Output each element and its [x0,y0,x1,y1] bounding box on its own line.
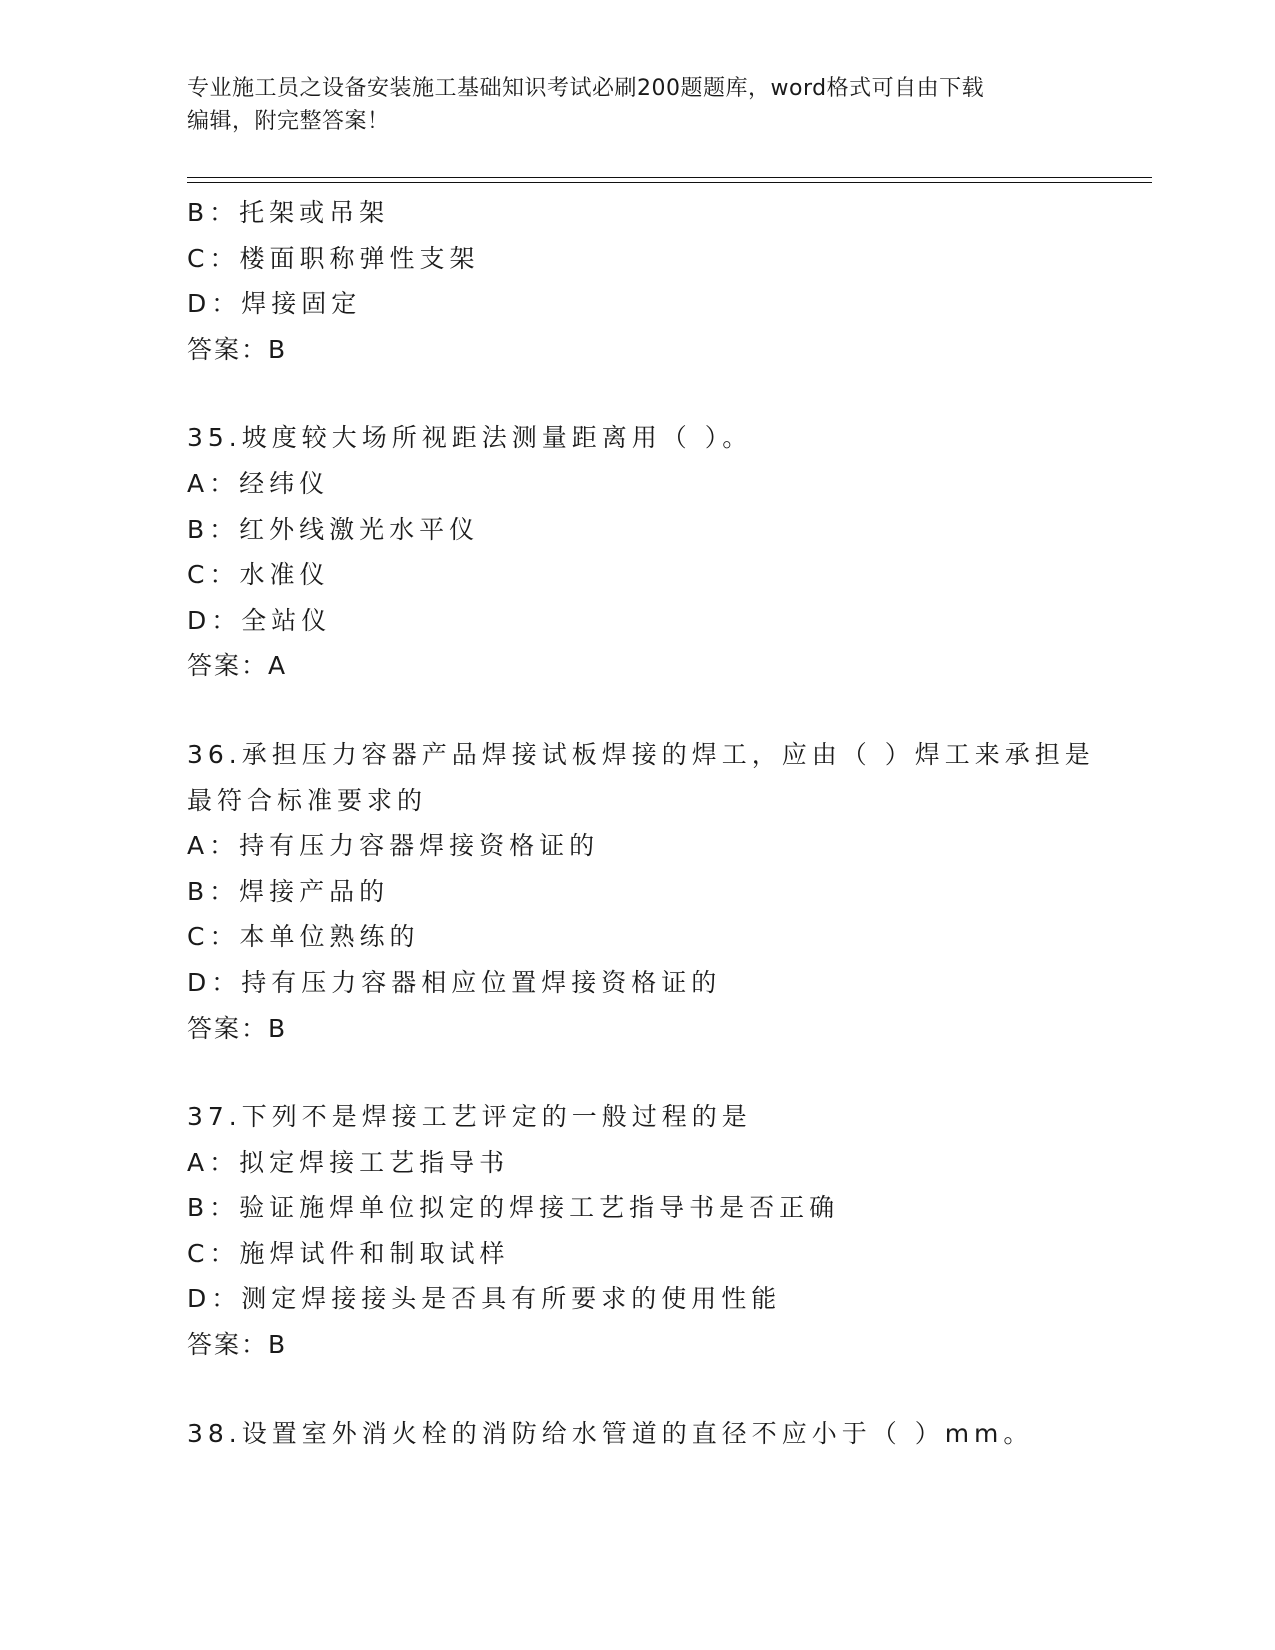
question-stem-line-1: 36.承担压力容器产品焊接试板焊接的焊工，应由（ ）焊工来承担是 [187,739,1095,769]
question-stem-line-2: 最符合标准要求的 [187,785,428,815]
option-a: A：持有压力容器焊接资格证的 [187,831,600,861]
question-37 [187,1094,1152,1368]
option-b: B：焊接产品的 [187,876,390,906]
question-36 [187,732,1152,1051]
answer-text: 答案：B [187,1330,288,1360]
option-c: C：施焊试件和制取试样 [187,1238,510,1268]
question-stem: 38.设置室外消火栓的消防给水管道的直径不应小于（ ）mm。 [187,1418,1034,1448]
option-c: C：本单位熟练的 [187,922,420,952]
answer-text: 答案：B [187,334,288,364]
option-a: A：拟定焊接工艺指导书 [187,1147,510,1177]
question-38 [187,1411,1152,1457]
option-d: D：焊接固定 [187,289,362,319]
header-divider-bottom [187,182,1152,183]
option-d: D：测定焊接接头是否具有所要求的使用性能 [187,1284,782,1314]
option-b: B：红外线激光水平仪 [187,514,480,544]
question-stem: 37.下列不是焊接工艺评定的一般过程的是 [187,1102,752,1132]
option-d: D：持有压力容器相应位置焊接资格证的 [187,967,722,997]
question-35 [187,415,1152,689]
option-a: A：经纬仪 [187,468,330,498]
question-content [187,190,1152,1456]
question-stem: 35.坡度较大场所视距法测量距离用（ ）。 [187,423,753,453]
option-b: B：托架或吊架 [187,198,390,227]
option-c: C：水准仪 [187,560,330,590]
answer-text: 答案：B [187,1013,288,1043]
header-divider-top [187,177,1152,178]
header-line-2: 编辑，附完整答案！ [187,109,390,134]
header-line-1: 专业施工员之设备安装施工基础知识考试必刷200题题库，word格式可自由下载 [187,76,985,101]
option-b: B：验证施焊单位拟定的焊接工艺指导书是否正确 [187,1193,840,1223]
document-header [187,72,1087,138]
question-34-continued [187,190,1152,372]
option-d: D：全站仪 [187,605,332,635]
answer-text: 答案：A [187,651,288,681]
option-c: C：楼面职称弹性支架 [187,243,480,273]
